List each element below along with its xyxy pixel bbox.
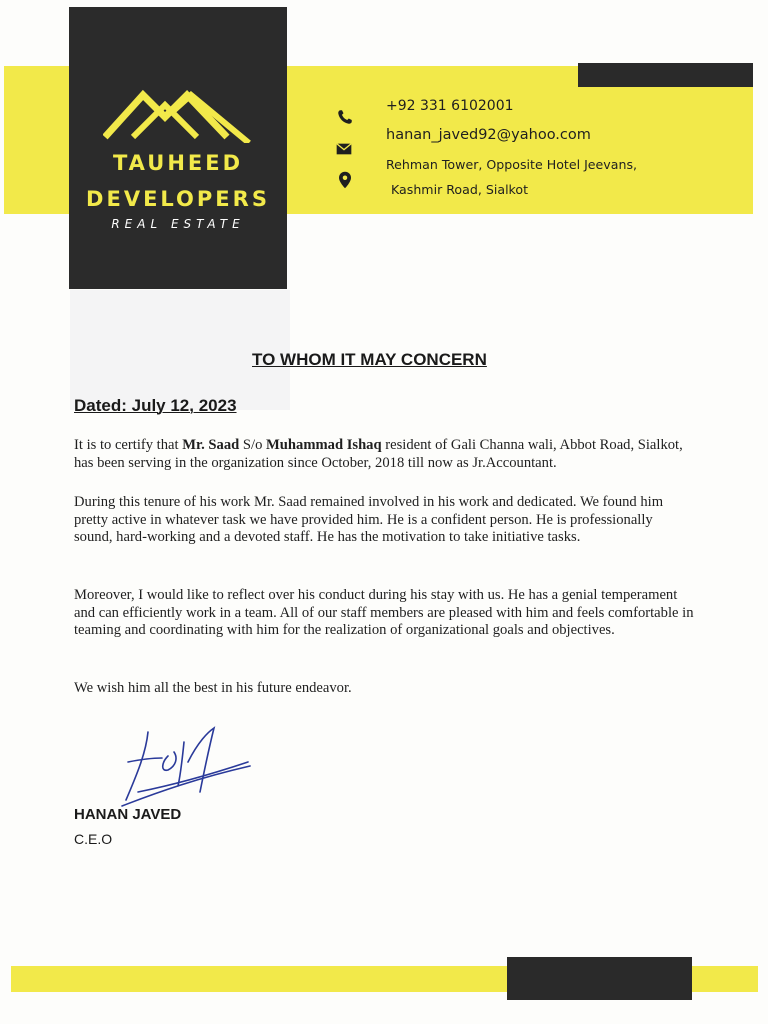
contact-phone: +92 331 6102001 — [386, 98, 514, 114]
contact-address-line1: Rehman Tower, Opposite Hotel Jeevans, — [386, 157, 638, 172]
letter-heading: TO WHOM IT MAY CONCERN — [252, 350, 487, 369]
paragraph-certification: It is to certify that Mr. Saad S/o Muhammad Ishaq resident of Gali Channa wali, Abbot Road, Sialkot, has been serving in the organization since October, 2018 till now as Jr.Accountant. — [74, 437, 683, 471]
letter-date: Dated: July 12, 2023 — [74, 396, 237, 415]
logo-name-line2: DEVELOPERS — [86, 187, 270, 211]
logo-subtitle: REAL ESTATE — [111, 217, 245, 231]
paragraph-tenure: During this tenure of his work Mr. Saad remained involved in his work and dedicated. We found him pretty active in whatever task we have provided him. He is a confident person. He is professionally sound, hard-working and a devoted staff. He has the motivation to take initiative tasks. — [74, 494, 664, 545]
signatory-title: C.E.O — [74, 831, 113, 847]
contact-email: hanan_javed92@yahoo.com — [386, 127, 591, 143]
mountain-logo-icon — [103, 83, 253, 143]
signatory-name: HANAN JAVED — [74, 806, 182, 823]
handwritten-signature — [118, 722, 258, 812]
footer-accent-bar — [507, 957, 692, 1000]
contact-address-line2: Kashmir Road, Sialkot — [391, 182, 529, 197]
location-icon — [336, 171, 354, 189]
phone-icon — [336, 108, 354, 126]
mail-icon — [336, 142, 352, 156]
company-logo — [69, 7, 287, 289]
header-accent-bar — [578, 63, 753, 87]
paragraph-conduct: Moreover, I would like to reflect over his conduct during his stay with us. He has a genial temperament and can efficiently work in a team. All of our staff members are pleased with him and feels comfortable in teaming and coordinating with him for the realization of organizational goals and objectives. — [74, 587, 694, 638]
logo-name-line1: TAUHEED — [112, 151, 244, 175]
paragraph-closing: We wish him all the best in his future endeavor. — [74, 680, 352, 696]
